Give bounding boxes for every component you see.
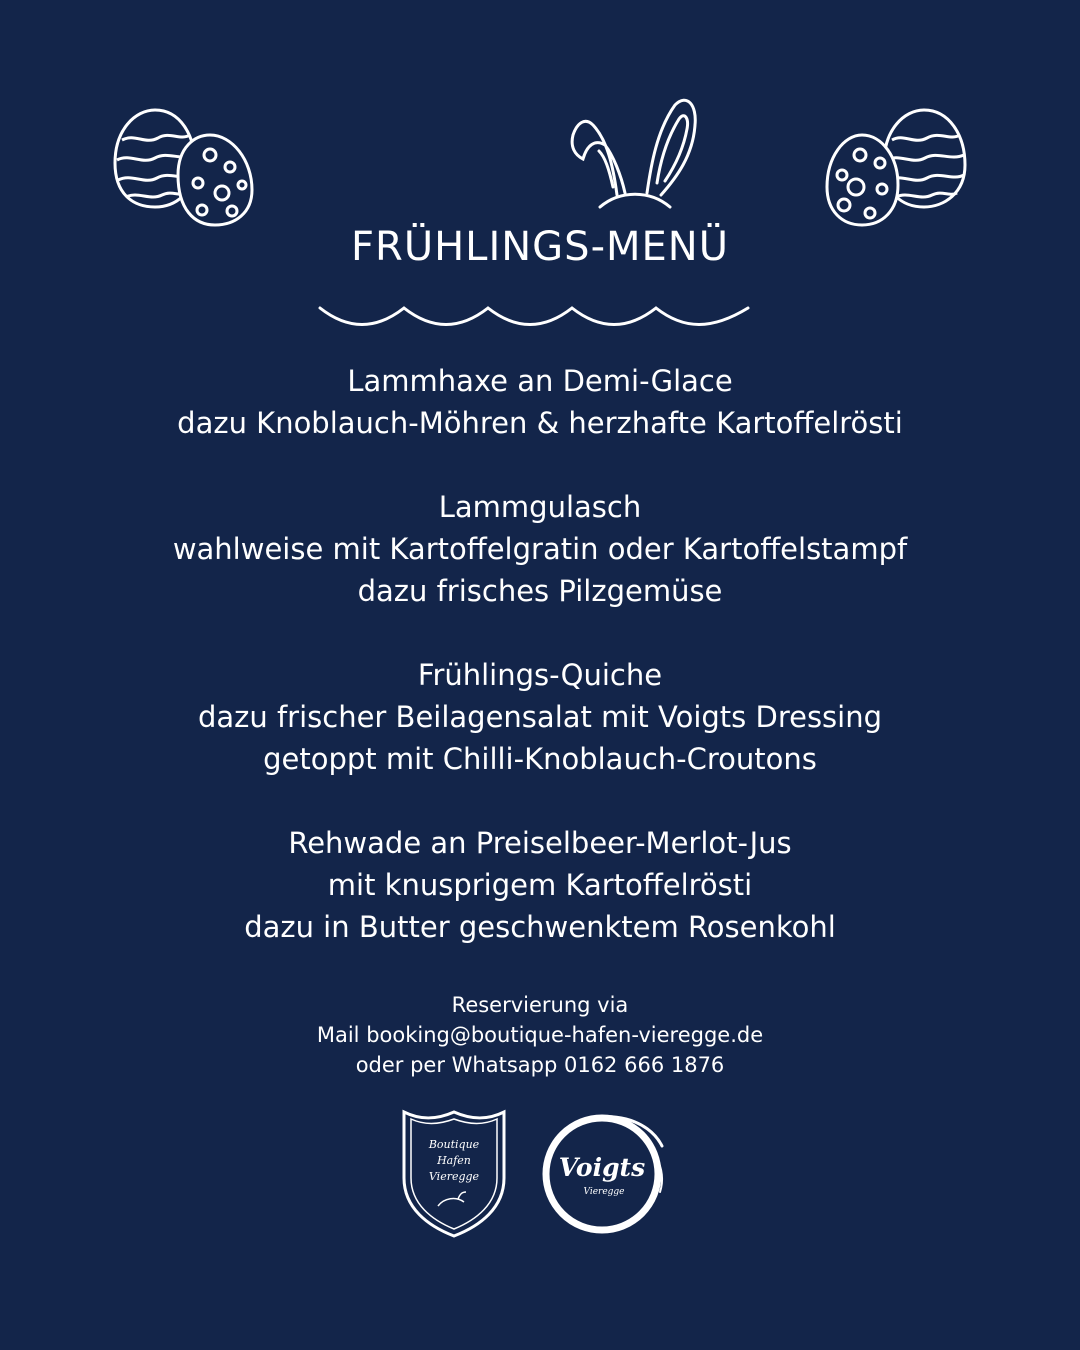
page-title: FRÜHLINGS-MENÜ: [351, 224, 729, 270]
voigts-logo-name: Voigts: [558, 1153, 646, 1182]
dish-description: mit knusprigem Kartoffelrösti: [327, 868, 753, 902]
dish-name: Lammhaxe an Demi-Glace: [347, 364, 733, 398]
dish-name: Lammgulasch: [438, 490, 642, 524]
voigts-logo-sub: Vieregge: [583, 1187, 625, 1197]
voigts-vieregge-logo: [538, 1106, 672, 1240]
dish-name: Rehwade an Preiselbeer-Merlot-Jus: [288, 826, 792, 860]
menu-list: [0, 360, 1080, 990]
menu-item: [0, 822, 1080, 948]
menu-item: [0, 486, 1080, 612]
boutique-hafen-vieregge-logo: [400, 1108, 508, 1240]
reservation-label: Reservierung via: [451, 993, 629, 1017]
reservation-info: [0, 990, 1080, 1080]
menu-item: [0, 654, 1080, 780]
dish-description: dazu in Butter geschwenktem Rosenkohl: [244, 910, 836, 944]
dish-name: Frühlings-Quiche: [417, 658, 663, 692]
dish-description: dazu Knoblauch-Möhren & herzhafte Kartoffelrösti: [177, 406, 903, 440]
wave-divider-icon: [318, 302, 750, 332]
easter-eggs-left-icon: [110, 105, 260, 230]
dish-description: dazu frischer Beilagensalat mit Voigts Dressing: [197, 700, 883, 734]
boutique-logo-line1: Boutique: [428, 1138, 480, 1151]
email-contact[interactable]: Mail booking@boutique-hafen-vieregge.de: [316, 1023, 764, 1047]
easter-eggs-right-icon: [822, 105, 972, 230]
dish-description: wahlweise mit Kartoffelgratin oder Kartoffelstampf: [172, 532, 908, 566]
boutique-logo-line2: Hafen: [437, 1154, 471, 1167]
menu-item: [0, 360, 1080, 444]
boutique-logo-line3: Vieregge: [428, 1170, 480, 1183]
dish-description: dazu frisches Pilzgemüse: [357, 574, 723, 608]
whatsapp-contact[interactable]: oder per Whatsapp 0162 666 1876: [355, 1053, 725, 1077]
dish-description: getoppt mit Chilli-Knoblauch-Croutons: [263, 742, 817, 776]
bunny-ears-icon: [565, 95, 705, 220]
